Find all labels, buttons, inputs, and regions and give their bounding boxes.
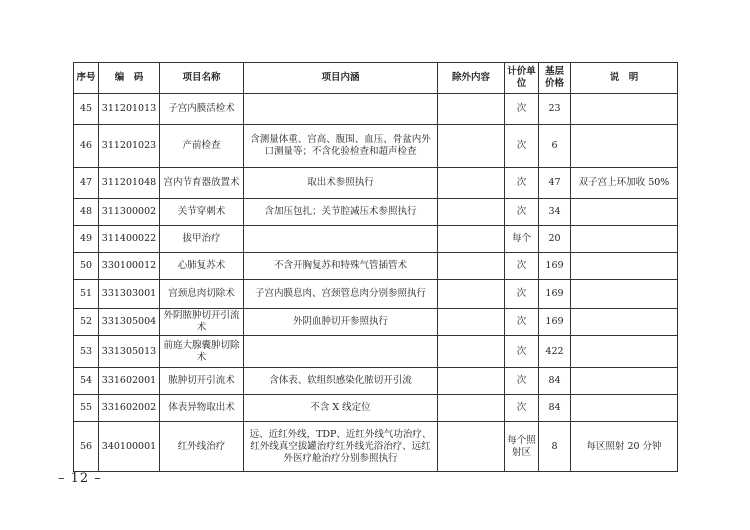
cell-unit: 次	[505, 336, 539, 368]
cell-price: 8	[539, 422, 571, 472]
cell-unit: 每个照射区	[505, 422, 539, 472]
cell-code: 331602001	[99, 368, 160, 395]
table-row	[74, 395, 678, 422]
cell-seq: 45	[74, 94, 99, 125]
cell-price: 20	[539, 226, 571, 253]
cell-except	[438, 422, 505, 472]
cell-note	[571, 226, 678, 253]
cell-seq: 46	[74, 125, 99, 168]
cell-unit: 次	[505, 309, 539, 336]
cell-code: 311300002	[99, 199, 160, 226]
header-seq: 序号	[74, 63, 99, 94]
table-row	[74, 253, 678, 280]
cell-seq: 55	[74, 395, 99, 422]
cell-name: 宫颈息肉切除术	[160, 280, 244, 309]
cell-content: 含加压包扎；关节腔减压术参照执行	[244, 199, 438, 226]
cell-seq: 54	[74, 368, 99, 395]
cell-note	[571, 125, 678, 168]
cell-price: 84	[539, 368, 571, 395]
cell-name: 脓肿切开引流术	[160, 368, 244, 395]
cell-note: 双子宫上环加收 50%	[571, 168, 678, 199]
cell-unit: 次	[505, 168, 539, 199]
cell-content	[244, 94, 438, 125]
cell-except	[438, 168, 505, 199]
table-row	[74, 168, 678, 199]
cell-note	[571, 368, 678, 395]
cell-code: 331305004	[99, 309, 160, 336]
cell-code: 311201048	[99, 168, 160, 199]
cell-price: 47	[539, 168, 571, 199]
header-price: 基层价格	[539, 63, 571, 94]
cell-except	[438, 309, 505, 336]
cell-name: 宫内节育器放置术	[160, 168, 244, 199]
cell-content	[244, 226, 438, 253]
cell-seq: 50	[74, 253, 99, 280]
cell-name: 心肺复苏术	[160, 253, 244, 280]
header-unit: 计价单位	[505, 63, 539, 94]
cell-note	[571, 280, 678, 309]
cell-price: 34	[539, 199, 571, 226]
cell-except	[438, 395, 505, 422]
cell-unit: 次	[505, 395, 539, 422]
cell-except	[438, 226, 505, 253]
cell-note	[571, 94, 678, 125]
cell-except	[438, 368, 505, 395]
cell-content: 远、近红外线，TDP、近红外线气功治疗、红外线真空拔罐治疗红外线光浴治疗、远红外医疗舱治疗分别参照执行	[244, 422, 438, 472]
cell-name: 外阴脓肿切开引流术	[160, 309, 244, 336]
cell-unit: 次	[505, 253, 539, 280]
cell-note	[571, 336, 678, 368]
cell-code: 311201023	[99, 125, 160, 168]
cell-seq: 51	[74, 280, 99, 309]
cell-price: 169	[539, 280, 571, 309]
cell-note	[571, 199, 678, 226]
cell-content: 不含开胸复苏和特殊气管插管术	[244, 253, 438, 280]
cell-price: 23	[539, 94, 571, 125]
cell-except	[438, 336, 505, 368]
cell-unit: 次	[505, 94, 539, 125]
cell-name: 红外线治疗	[160, 422, 244, 472]
cell-content: 含体表、软组织感染化脓切开引流	[244, 368, 438, 395]
cell-seq: 56	[74, 422, 99, 472]
cell-code: 331602002	[99, 395, 160, 422]
cell-name: 体表异物取出术	[160, 395, 244, 422]
cell-name: 产前检查	[160, 125, 244, 168]
cell-seq: 53	[74, 336, 99, 368]
table-row	[74, 226, 678, 253]
cell-content: 不含 X 线定位	[244, 395, 438, 422]
cell-except	[438, 280, 505, 309]
table-row	[74, 199, 678, 226]
cell-price: 422	[539, 336, 571, 368]
cell-content: 取出术参照执行	[244, 168, 438, 199]
cell-except	[438, 199, 505, 226]
header-code: 编 码	[99, 63, 160, 94]
cell-seq: 49	[74, 226, 99, 253]
cell-code: 331303001	[99, 280, 160, 309]
table-row	[74, 309, 678, 336]
cell-seq: 47	[74, 168, 99, 199]
price-table	[73, 62, 678, 472]
cell-price: 169	[539, 253, 571, 280]
table-row	[74, 280, 678, 309]
cell-except	[438, 253, 505, 280]
table-row	[74, 422, 678, 472]
cell-note: 每区照射 20 分钟	[571, 422, 678, 472]
cell-note	[571, 395, 678, 422]
cell-content	[244, 336, 438, 368]
cell-except	[438, 125, 505, 168]
cell-seq: 48	[74, 199, 99, 226]
cell-unit: 次	[505, 280, 539, 309]
cell-note	[571, 309, 678, 336]
cell-name: 前庭大腺囊肿切除术	[160, 336, 244, 368]
cell-name: 拔甲治疗	[160, 226, 244, 253]
cell-price: 169	[539, 309, 571, 336]
cell-content: 子宫内膜息肉、宫颈管息肉分别参照执行	[244, 280, 438, 309]
table-header-row	[74, 63, 678, 94]
table-body	[74, 94, 678, 472]
cell-code: 331305013	[99, 336, 160, 368]
table-row	[74, 125, 678, 168]
cell-code: 340100001	[99, 422, 160, 472]
header-content: 项目内涵	[244, 63, 438, 94]
cell-unit: 次	[505, 125, 539, 168]
table-row	[74, 368, 678, 395]
cell-except	[438, 94, 505, 125]
cell-name: 关节穿刺术	[160, 199, 244, 226]
cell-code: 311201013	[99, 94, 160, 125]
cell-content: 外阴血肿切开参照执行	[244, 309, 438, 336]
cell-name: 子宫内膜活检术	[160, 94, 244, 125]
cell-unit: 每个	[505, 226, 539, 253]
table-row	[74, 94, 678, 125]
cell-content: 含测量体重、宫高、腹围、血压、骨盆内外口测量等；不含化验检查和超声检查	[244, 125, 438, 168]
page-number: – 12 –	[58, 471, 102, 486]
cell-unit: 次	[505, 368, 539, 395]
header-note: 说 明	[571, 63, 678, 94]
cell-code: 311400022	[99, 226, 160, 253]
cell-seq: 52	[74, 309, 99, 336]
header-except: 除外内容	[438, 63, 505, 94]
cell-note	[571, 253, 678, 280]
cell-unit: 次	[505, 199, 539, 226]
cell-price: 84	[539, 395, 571, 422]
cell-code: 330100012	[99, 253, 160, 280]
table-row	[74, 336, 678, 368]
header-name: 项目名称	[160, 63, 244, 94]
cell-price: 6	[539, 125, 571, 168]
